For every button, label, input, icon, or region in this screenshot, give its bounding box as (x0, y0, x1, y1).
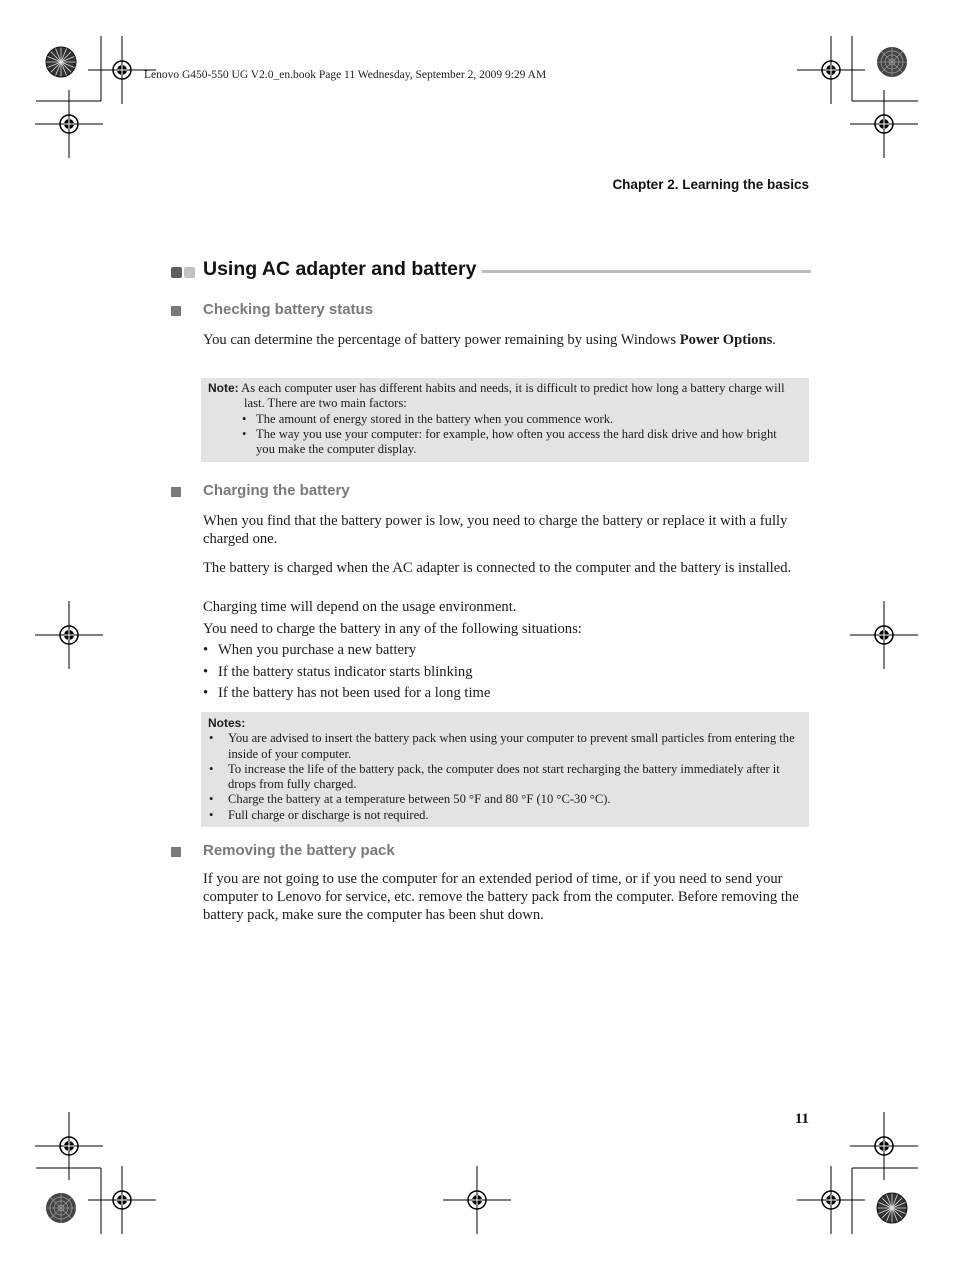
checking-paragraph (203, 331, 809, 349)
page-number: 11 (794, 1111, 809, 1127)
charging-paragraph-1: When you find that the battery power is low, you need to charge the battery or replace it with a fully charged one. (203, 513, 788, 547)
power-options-term: Power Options (679, 332, 773, 348)
notes-label: Notes: (208, 716, 246, 730)
list-item: • If the battery has not been used for a long time (203, 684, 809, 702)
list-item: • When you purchase a new battery (203, 641, 809, 659)
square-bullet-icon (171, 847, 181, 857)
checking-text-end: . (772, 332, 776, 348)
note-bullet-list (208, 412, 795, 458)
subheading-charging: Charging the battery (203, 482, 350, 499)
note-label: Note: (208, 381, 239, 395)
list-item: • You are advised to insert the battery pack when using your computer to prevent small particles from entering the inside of your computer. (208, 731, 795, 762)
subheading-removing: Removing the battery pack (203, 842, 395, 859)
print-slug: Lenovo G450-550 UG V2.0_en.book Page 11 Wednesday, September 2, 2009 9:29 AM (144, 69, 547, 81)
square-bullet-icon (171, 306, 181, 316)
checking-text: You can determine the percentage of battery power remaining by using Windows (203, 332, 680, 348)
note-body (208, 381, 795, 412)
square-bullet-icon (171, 487, 181, 497)
charging-paragraph-4: You need to charge the battery in any of the following situations: (203, 621, 582, 637)
charging-paragraph-2: The battery is charged when the AC adapter is connected to the computer and the battery is installed. (203, 560, 792, 576)
removing-paragraph: If you are not going to use the computer for an extended period of time, or if you need to send your computer to Lenovo for service, etc. remove the battery pack from the computer. Before removing the battery pack, make sure the computer has been shut down. (203, 871, 799, 923)
heading-rule (471, 270, 811, 273)
list-item: • The amount of energy stored in the battery when you commence work. (208, 412, 795, 427)
notes-header (208, 716, 795, 731)
heading-squares-icon (171, 265, 197, 283)
list-item: • Full charge or discharge is not required. (208, 808, 795, 823)
chapter-header: Chapter 2. Learning the basics (612, 177, 809, 192)
notes-list (208, 731, 795, 823)
charging-situations-list (203, 641, 809, 706)
list-item: • Charge the battery at a temperature between 50 °F and 80 °F (10 °C-30 °C). (208, 792, 795, 807)
list-item: • To increase the life of the battery pack, the computer does not start recharging the battery immediately after it drops from fully charged. (208, 762, 795, 793)
charging-paragraph-3: Charging time will depend on the usage environment. (203, 599, 517, 615)
section-title: Using AC adapter and battery (203, 258, 482, 281)
note-box (201, 378, 809, 462)
section-heading (171, 258, 811, 284)
notes-box (201, 712, 809, 827)
note-text: As each computer user has different habits and needs, it is difficult to predict how long a battery charge will last. There are two main factors: (241, 381, 785, 411)
list-item: • If the battery status indicator starts blinking (203, 663, 809, 681)
subheading-checking: Checking battery status (203, 301, 374, 318)
list-item: • The way you use your computer: for example, how often you access the hard disk drive and how bright you make the computer display. (208, 427, 795, 458)
